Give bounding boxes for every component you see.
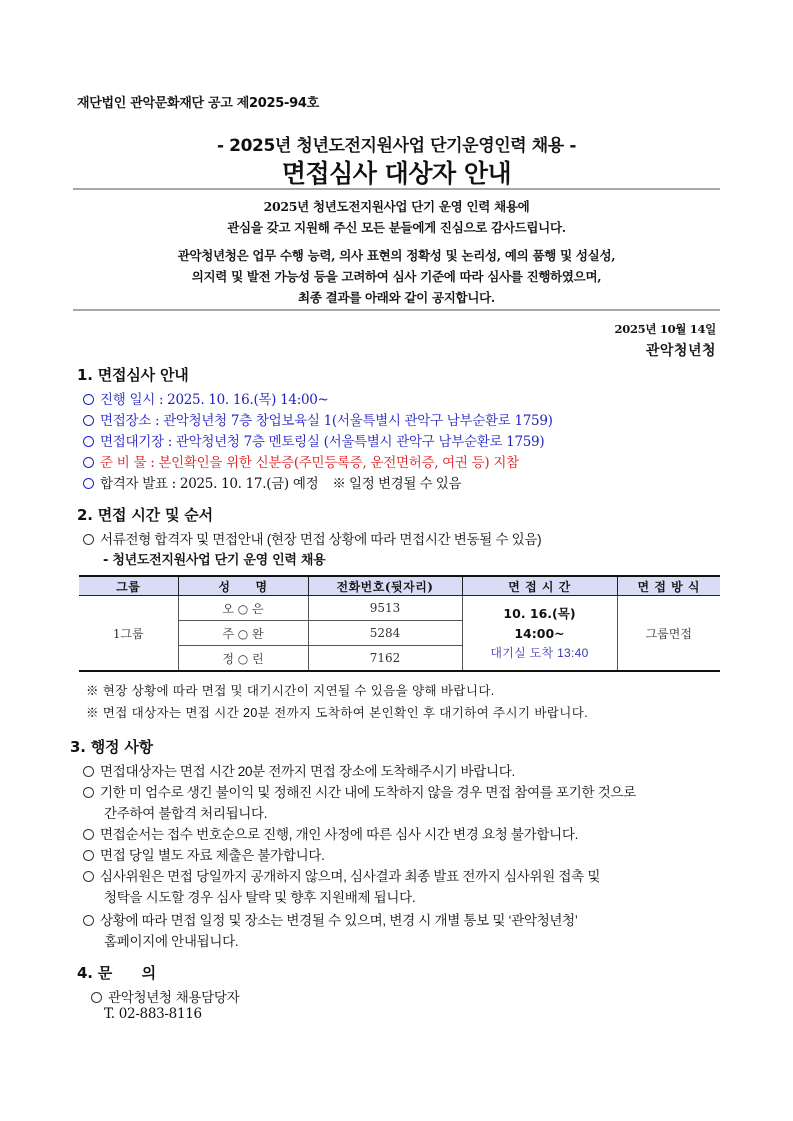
admin-item: 면접대상자는 면접 시간 20분 전까지 면접 장소에 도착해주시기 바랍니다. [83, 760, 515, 780]
circle-bullet-icon [91, 992, 102, 1003]
announcement-note: ※ 일정 변경될 수 있음 [332, 476, 462, 491]
admin-item: 면접 당일 별도 자료 제출은 불가합니다. [83, 844, 325, 864]
time-cell [462, 596, 617, 672]
circle-bullet-icon [83, 829, 94, 840]
section-3-title: 3. 행정 사항 [70, 738, 153, 756]
circle-bullet-icon [83, 478, 94, 489]
phone-cell: 5284 [308, 621, 462, 646]
circle-bullet-icon [83, 850, 94, 861]
contact-person: 관악청년청 채용담당자 [91, 986, 239, 1006]
header-phone: 전화번호(뒷자리) [308, 576, 462, 596]
admin-item-continued: 홈페이지에 안내됩니다. [104, 934, 239, 949]
circle-bullet-icon [83, 915, 94, 926]
circle-bullet-icon [83, 766, 94, 777]
table-row [79, 596, 720, 621]
table-note: ※ 현장 상황에 따라 면접 및 대기시간이 지연될 수 있음을 양해 바랍니다. [86, 684, 495, 698]
notice-number: 재단법인 관악문화재단 공고 제2025-94호 [77, 96, 319, 111]
circle-bullet-icon [83, 457, 94, 468]
intro-line: 관악청년청은 업무 수행 능력, 의사 표현의 정확성 및 논리성, 예의 품행 및 성실성, [177, 248, 616, 263]
section-1-title: 1. 면접심사 안내 [77, 366, 189, 384]
divider-top [73, 188, 720, 190]
schedule-item-announcement: 합격자 발표 : 2025. 10. 17.(금) 예정 ※ 일정 변경될 수 있음 [83, 472, 461, 492]
interview-date: 10. 16.(목) [503, 606, 576, 621]
document-subtitle: - 2025년 청년도전지원사업 단기운영인력 채용 - [217, 136, 576, 156]
circle-bullet-icon [83, 871, 94, 882]
admin-item-continued: 간주하여 불합격 처리됩니다. [104, 806, 268, 821]
interview-schedule-table [79, 575, 720, 672]
section-2-subitem: - 청년도전지원사업 단기 운영 인력 채용 [103, 553, 326, 568]
circle-bullet-icon [83, 787, 94, 798]
admin-item-continued: 청탁을 시도할 경우 심사 탈락 및 향후 지원배제 됩니다. [104, 890, 416, 905]
name-cell: 주 ○ 완 [178, 621, 308, 646]
section-2-title: 2. 면접 시간 및 순서 [77, 506, 213, 524]
schedule-item-waiting-room: 면접대기장 : 관악청년청 7층 멘토링실 (서울특별시 관악구 남부순환로 1759) [83, 430, 544, 450]
header-time: 면 접 시 간 [462, 576, 617, 596]
intro-line: 관심을 갖고 지원해 주신 모든 분들에게 진심으로 감사드립니다. [227, 220, 566, 235]
name-cell: 오 ○ 은 [178, 596, 308, 621]
divider-bottom [73, 309, 720, 311]
header-method: 면 접 방 식 [617, 576, 720, 596]
circle-bullet-icon [83, 415, 94, 426]
name-cell: 정 ○ 린 [178, 646, 308, 672]
intro-line: 의지력 및 발전 가능성 등을 고려하여 심사 기준에 따라 심사를 진행하였으며, [191, 269, 602, 284]
section-4-title: 4. 문 의 [77, 964, 156, 982]
schedule-item-venue: 면접장소 : 관악청년청 7층 창업보육실 1(서울특별시 관악구 남부순환로 1759) [83, 409, 553, 429]
table-header-row [79, 576, 720, 596]
issuing-organization: 관악청년청 [645, 343, 716, 359]
header-group: 그룹 [79, 576, 178, 596]
circle-bullet-icon [83, 436, 94, 447]
contact-phone: T. 02-883-8116 [104, 1006, 202, 1022]
header-name: 성 명 [178, 576, 308, 596]
phone-cell: 7162 [308, 646, 462, 672]
method-cell: 그룹면접 [617, 596, 720, 672]
notice-date: 2025년 10월 14일 [614, 322, 716, 336]
section-2-item: 서류전형 합격자 및 면접안내 (현장 면접 상황에 따라 면접시간 변동될 수 있음) [83, 528, 541, 548]
admin-item: 상황에 따라 면접 일정 및 장소는 변경될 수 있으며, 변경 시 개별 통보 및 ‘관악청년청’ [83, 909, 578, 929]
admin-item: 심사위원은 면접 당일까지 공개하지 않으며, 심사결과 최종 발표 전까지 심사위원 접촉 및 [83, 865, 600, 885]
intro-line: 최종 결과를 아래와 같이 공지합니다. [298, 290, 495, 305]
circle-bullet-icon [83, 534, 94, 545]
circle-bullet-icon [83, 394, 94, 405]
schedule-item-requirements: 준 비 물 : 본인확인을 위한 신분증(주민등록증, 운전면허증, 여권 등) 지참 [83, 451, 519, 471]
intro-line: 2025년 청년도전지원사업 단기 운영 인력 채용에 [263, 199, 530, 214]
phone-cell: 9513 [308, 596, 462, 621]
schedule-item-date: 진행 일시 : 2025. 10. 16.(목) 14:00~ [83, 388, 329, 408]
table-note: ※ 면접 대상자는 면접 시간 20분 전까지 도착하여 본인확인 후 대기하여 주시기 바랍니다. [86, 706, 589, 720]
group-cell: 1그룹 [79, 596, 178, 672]
document-title: 면접심사 대상자 안내 [281, 159, 512, 188]
admin-item: 면접순서는 접수 번호순으로 진행, 개인 사정에 따른 심사 시간 변경 요청 불가합니다. [83, 823, 578, 843]
interview-start: 14:00~ [514, 626, 565, 641]
arrival-time: 대기실 도착 13:40 [490, 646, 589, 660]
admin-item: 기한 미 엄수로 생긴 불이익 및 정해진 시간 내에 도착하지 않을 경우 면접 참여를 포기한 것으로 [83, 781, 636, 801]
